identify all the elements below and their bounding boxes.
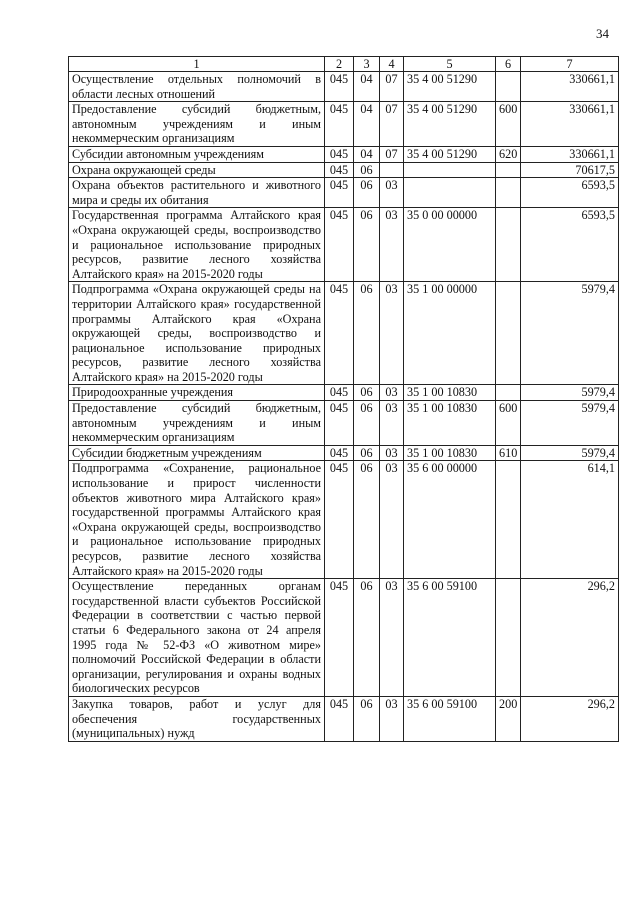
row-grbs: 045 xyxy=(325,208,354,282)
table-row xyxy=(69,162,619,178)
row-podrazdel: 03 xyxy=(380,696,404,741)
row-target-article: 35 4 00 51290 xyxy=(404,102,496,147)
row-target-article xyxy=(404,178,496,208)
table-row xyxy=(69,445,619,461)
row-podrazdel: 03 xyxy=(380,445,404,461)
row-podrazdel: 03 xyxy=(380,208,404,282)
row-name: Государственная программа Алтайского края «Охрана окружающей среды, воспроизводство и рациональное использование природных ресурсов, развитие лесного хозяйства Алтайского края» на 2015-2020 годы xyxy=(69,208,325,282)
row-expense-type: 600 xyxy=(496,102,521,147)
table-row xyxy=(69,579,619,697)
row-grbs: 045 xyxy=(325,385,354,401)
row-expense-type xyxy=(496,72,521,102)
row-name: Осуществление отдельных полномочий в области лесных отношений xyxy=(69,72,325,102)
row-expense-type: 200 xyxy=(496,696,521,741)
row-podrazdel: 03 xyxy=(380,178,404,208)
table-header-row xyxy=(69,57,619,72)
column-header: 1 xyxy=(69,57,325,72)
row-amount: 296,2 xyxy=(521,579,619,697)
row-expense-type xyxy=(496,385,521,401)
row-podrazdel: 07 xyxy=(380,72,404,102)
row-target-article: 35 1 00 10830 xyxy=(404,401,496,446)
row-podrazdel: 03 xyxy=(380,461,404,579)
row-grbs: 045 xyxy=(325,401,354,446)
row-name: Субсидии бюджетным учреждениям xyxy=(69,445,325,461)
row-podrazdel: 07 xyxy=(380,102,404,147)
table-row xyxy=(69,282,619,385)
row-target-article: 35 1 00 00000 xyxy=(404,282,496,385)
column-header: 5 xyxy=(404,57,496,72)
row-target-article: 35 6 00 59100 xyxy=(404,579,496,697)
row-target-article: 35 6 00 59100 xyxy=(404,696,496,741)
row-amount: 6593,5 xyxy=(521,208,619,282)
row-name: Природоохранные учреждения xyxy=(69,385,325,401)
column-header: 6 xyxy=(496,57,521,72)
row-expense-type xyxy=(496,579,521,697)
row-grbs: 045 xyxy=(325,102,354,147)
table-row xyxy=(69,385,619,401)
table-row xyxy=(69,208,619,282)
column-header: 2 xyxy=(325,57,354,72)
row-grbs: 045 xyxy=(325,146,354,162)
column-header: 4 xyxy=(380,57,404,72)
row-amount: 330661,1 xyxy=(521,72,619,102)
row-grbs: 045 xyxy=(325,445,354,461)
row-grbs: 045 xyxy=(325,461,354,579)
row-razdel: 06 xyxy=(354,178,380,208)
column-header: 3 xyxy=(354,57,380,72)
row-amount: 330661,1 xyxy=(521,146,619,162)
row-name: Охрана окружающей среды xyxy=(69,162,325,178)
row-amount: 5979,4 xyxy=(521,401,619,446)
row-expense-type: 610 xyxy=(496,445,521,461)
row-podrazdel: 03 xyxy=(380,401,404,446)
row-amount: 70617,5 xyxy=(521,162,619,178)
row-name: Охрана объектов растительного и животного мира и среды их обитания xyxy=(69,178,325,208)
row-expense-type xyxy=(496,162,521,178)
row-razdel: 06 xyxy=(354,696,380,741)
row-razdel: 04 xyxy=(354,146,380,162)
table-row xyxy=(69,72,619,102)
row-amount: 6593,5 xyxy=(521,178,619,208)
row-podrazdel: 03 xyxy=(380,385,404,401)
row-expense-type xyxy=(496,282,521,385)
row-grbs: 045 xyxy=(325,696,354,741)
table-row xyxy=(69,102,619,147)
table-row xyxy=(69,696,619,741)
row-podrazdel: 07 xyxy=(380,146,404,162)
row-target-article: 35 0 00 00000 xyxy=(404,208,496,282)
row-razdel: 06 xyxy=(354,208,380,282)
row-amount: 614,1 xyxy=(521,461,619,579)
row-razdel: 06 xyxy=(354,579,380,697)
budget-table xyxy=(68,56,619,742)
row-name: Закупка товаров, работ и услуг для обеспечения государственных (муниципальных) нужд xyxy=(69,696,325,741)
row-podrazdel: 03 xyxy=(380,579,404,697)
row-amount: 5979,4 xyxy=(521,445,619,461)
row-expense-type xyxy=(496,208,521,282)
row-podrazdel xyxy=(380,162,404,178)
row-razdel: 06 xyxy=(354,445,380,461)
row-name: Субсидии автономным учреждениям xyxy=(69,146,325,162)
row-expense-type xyxy=(496,461,521,579)
row-amount: 5979,4 xyxy=(521,282,619,385)
row-grbs: 045 xyxy=(325,72,354,102)
row-target-article: 35 1 00 10830 xyxy=(404,385,496,401)
row-razdel: 06 xyxy=(354,162,380,178)
row-target-article: 35 6 00 00000 xyxy=(404,461,496,579)
row-name: Подпрограмма «Сохранение, рациональное использование и прирост численности объектов животного мира Алтайского края» государственной программы Алтайского края «Охрана окружающей среды, воспроизводство и рациональное использование природных ресурсов, развитие лесного хозяйства Алтайского края» на 2015-2020 годы xyxy=(69,461,325,579)
row-amount: 5979,4 xyxy=(521,385,619,401)
row-target-article: 35 1 00 10830 xyxy=(404,445,496,461)
row-razdel: 06 xyxy=(354,385,380,401)
row-expense-type xyxy=(496,178,521,208)
row-podrazdel: 03 xyxy=(380,282,404,385)
row-amount: 296,2 xyxy=(521,696,619,741)
row-name: Осуществление переданных органам государственной власти субъектов Российской Федерации в соответствии с частью первой статьи 6 Федерального закона от 24 апреля 1995 года № 52-ФЗ «О животном мире» полномочий Российской Федерации в области организации, регулирования и охраны водных биологических ресурсов xyxy=(69,579,325,697)
column-header: 7 xyxy=(521,57,619,72)
row-razdel: 04 xyxy=(354,72,380,102)
row-grbs: 045 xyxy=(325,178,354,208)
page-number: 34 xyxy=(596,26,609,41)
row-grbs: 045 xyxy=(325,162,354,178)
row-razdel: 04 xyxy=(354,102,380,147)
table-row xyxy=(69,461,619,579)
row-name: Предоставление субсидий бюджетным, автономным учреждениям и иным некоммерческим организациям xyxy=(69,102,325,147)
row-name: Подпрограмма «Охрана окружающей среды на территории Алтайского края» государственной программы Алтайского края «Охрана окружающей среды, воспроизводство и рациональное использование природных ресурсов, развитие лесного хозяйства Алтайского края» на 2015-2020 годы xyxy=(69,282,325,385)
row-razdel: 06 xyxy=(354,282,380,385)
row-grbs: 045 xyxy=(325,579,354,697)
row-name: Предоставление субсидий бюджетным, автономным учреждениям и иным некоммерческим организациям xyxy=(69,401,325,446)
row-target-article: 35 4 00 51290 xyxy=(404,72,496,102)
row-expense-type: 620 xyxy=(496,146,521,162)
row-razdel: 06 xyxy=(354,401,380,446)
row-target-article: 35 4 00 51290 xyxy=(404,146,496,162)
row-expense-type: 600 xyxy=(496,401,521,446)
row-grbs: 045 xyxy=(325,282,354,385)
row-amount: 330661,1 xyxy=(521,102,619,147)
row-target-article xyxy=(404,162,496,178)
row-razdel: 06 xyxy=(354,461,380,579)
table-row xyxy=(69,146,619,162)
table-row xyxy=(69,178,619,208)
table-row xyxy=(69,401,619,446)
